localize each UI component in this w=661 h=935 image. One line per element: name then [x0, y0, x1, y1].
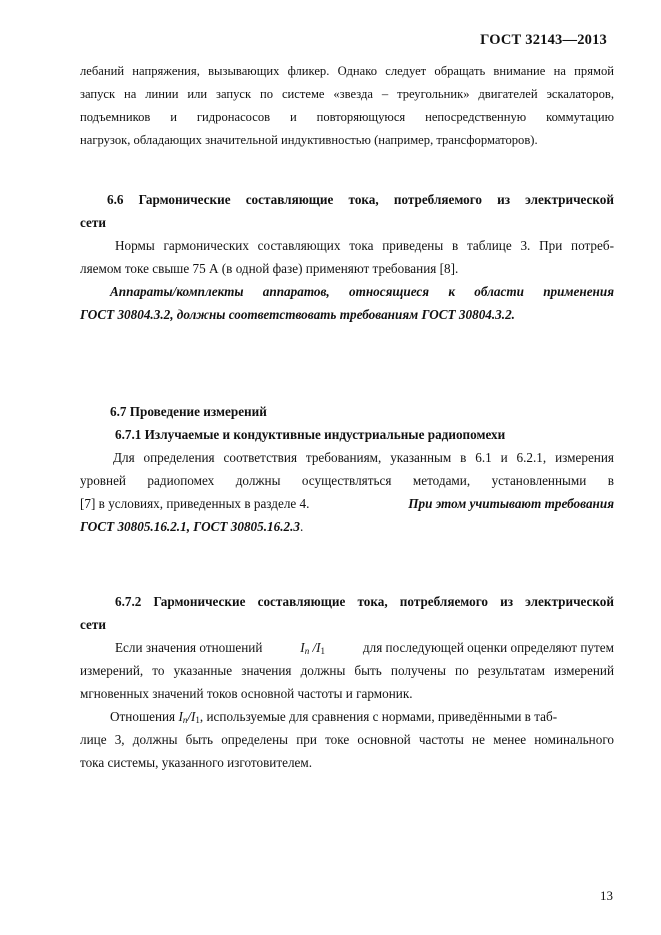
section-6-6	[80, 188, 614, 326]
ratio-symbol: $I_n$ $/I_1$	[300, 640, 326, 656]
text-line: нагрузок, обладающих значительной индуктивностью (например, трансформаторов).	[80, 133, 538, 147]
text-line: лице 3, должны быть определены при токе основной частоты не менее номинального	[80, 732, 614, 747]
text-line: ляемом токе свыше 75 А (в одной фазе) применяют требования [8].	[80, 261, 459, 276]
subsection-6-7-2	[80, 590, 614, 774]
text-span: Отношения	[110, 709, 176, 724]
text-line: уровней радиопомех должны осуществляться методами, установленными в	[80, 473, 614, 488]
section-heading: 6.6 Гармонические составляющие тока, потребляемого из электрической	[107, 192, 614, 207]
text-line	[80, 492, 614, 515]
text-line: Для определения соответствия требованиям, указанным в 6.1 и 6.2.1, измерения	[113, 450, 614, 465]
section-heading: 6.7 Проведение измерений	[110, 404, 267, 419]
text-span: , используемые для сравнения с нормами, приведёнными в таб-	[199, 709, 558, 724]
subsection-heading-cont: сети	[80, 617, 106, 632]
text-line-emphasis: Аппараты/комплекты аппаратов, относящиеся к области применения	[110, 284, 614, 299]
text-line: подъемников и гидронасосов и повторяющуюся непосредственную коммутацию	[80, 110, 614, 124]
text-line: Нормы гармонических составляющих тока приведены в таблице 3. При потреб-	[115, 238, 614, 253]
text-line	[80, 636, 614, 659]
text-line: мгновенных значений токов основной частоты и гармоник.	[80, 686, 413, 701]
page-number: 13	[600, 888, 613, 903]
text-line	[80, 705, 614, 728]
text-span: Если значения отношений	[115, 640, 263, 655]
intro-paragraph	[80, 60, 614, 152]
text-span-emphasis: При этом учитывают требования	[408, 496, 614, 511]
text-span: .	[300, 519, 304, 534]
text-line: запуск на линии или запуск по системе «звезда – треугольник» двигателей эскалаторов,	[80, 87, 614, 101]
text-span: для последующей оценки определяют путем	[362, 640, 614, 655]
text-line: лебаний напряжения, вызывающих фликер. Однако следует обращать внимание на прямой	[80, 64, 614, 78]
subsection-heading: 6.7.1 Излучаемые и кондуктивные индустриальные радиопомехи	[115, 427, 506, 442]
text-line: измерений, то указанные значения должны быть получены по результатам измерений	[80, 663, 614, 678]
text-line	[80, 515, 614, 538]
text-span: [7] в условиях, приведенных в разделе 4.	[80, 496, 310, 511]
text-span-emphasis: ГОСТ 30805.16.2.1, ГОСТ 30805.16.2.3	[80, 519, 300, 534]
text-line: тока системы, указанного изготовителем.	[80, 755, 313, 770]
document-header-standard-id: ГОСТ 32143—2013	[480, 32, 607, 48]
ratio-symbol: $I_n/I_1$	[178, 709, 200, 725]
section-6-7	[80, 400, 614, 538]
text-line-emphasis: ГОСТ 30804.3.2, должны соответствовать требованиям ГОСТ 30804.3.2.	[80, 307, 515, 322]
section-heading-cont: сети	[80, 215, 106, 230]
subsection-heading: 6.7.2 Гармонические составляющие тока, потребляемого из электрической	[115, 594, 614, 609]
